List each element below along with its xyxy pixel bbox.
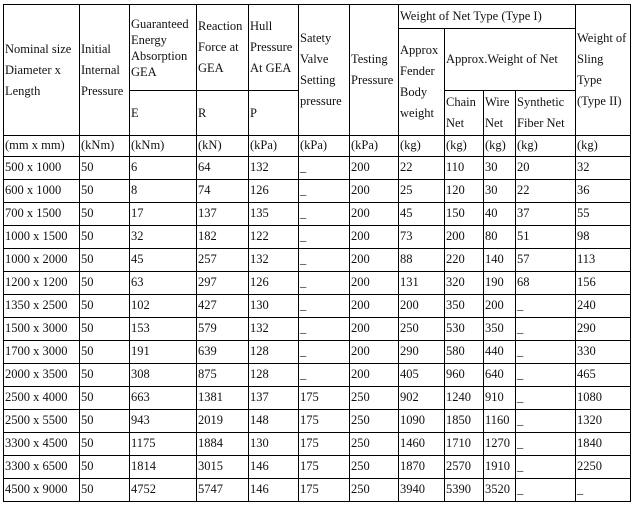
cell-synthetic-net-weight: _ [516, 318, 576, 341]
cell-fender-body-weight: 45 [399, 203, 445, 226]
cell-energy-absorption: 8 [130, 180, 197, 203]
cell-hull-pressure: 132 [249, 157, 299, 180]
cell-nominal-size: 3300 x 4500 [4, 433, 80, 456]
cell-reaction-force: 1381 [197, 387, 249, 410]
header-reaction-force: Reaction Force at GEA [197, 5, 249, 91]
cell-energy-absorption: 63 [130, 272, 197, 295]
cell-wire-net-weight: 140 [484, 249, 516, 272]
table-row [4, 203, 631, 226]
cell-energy-absorption: 1175 [130, 433, 197, 456]
cell-reaction-force: 3015 [197, 456, 249, 479]
cell-safety-valve: _ [299, 249, 350, 272]
cell-chain-net-weight: 960 [445, 364, 484, 387]
cell-sling-weight: _ [576, 479, 631, 502]
cell-fender-body-weight: 131 [399, 272, 445, 295]
cell-initial-pressure: 50 [80, 364, 130, 387]
cell-energy-absorption: 308 [130, 364, 197, 387]
cell-reaction-force: 297 [197, 272, 249, 295]
cell-testing-pressure: 200 [350, 318, 399, 341]
cell-nominal-size: 500 x 1000 [4, 157, 80, 180]
unit-cell: (kg) [399, 136, 445, 157]
cell-testing-pressure: 200 [350, 249, 399, 272]
cell-synthetic-net-weight: _ [516, 433, 576, 456]
cell-reaction-force: 639 [197, 341, 249, 364]
cell-hull-pressure: 137 [249, 387, 299, 410]
cell-synthetic-net-weight: 57 [516, 249, 576, 272]
cell-safety-valve: _ [299, 157, 350, 180]
cell-safety-valve: 175 [299, 433, 350, 456]
header-symbol-r: R [197, 91, 249, 136]
cell-reaction-force: 1884 [197, 433, 249, 456]
cell-synthetic-net-weight: _ [516, 387, 576, 410]
header-synthetic-net: Synthetic Fiber Net [516, 91, 576, 136]
cell-sling-weight: 330 [576, 341, 631, 364]
cell-wire-net-weight: 640 [484, 364, 516, 387]
cell-testing-pressure: 200 [350, 272, 399, 295]
cell-sling-weight: 32 [576, 157, 631, 180]
unit-cell: (mm x mm) [4, 136, 80, 157]
cell-safety-valve: _ [299, 272, 350, 295]
unit-cell: (kPa) [350, 136, 399, 157]
cell-wire-net-weight: 30 [484, 157, 516, 180]
table-row [4, 364, 631, 387]
cell-energy-absorption: 191 [130, 341, 197, 364]
cell-testing-pressure: 250 [350, 479, 399, 502]
cell-chain-net-weight: 150 [445, 203, 484, 226]
cell-chain-net-weight: 220 [445, 249, 484, 272]
header-nominal-size: Nominal size Diameter x Length [4, 5, 80, 136]
table-row [4, 433, 631, 456]
unit-cell: (kPa) [249, 136, 299, 157]
cell-energy-absorption: 4752 [130, 479, 197, 502]
cell-chain-net-weight: 580 [445, 341, 484, 364]
cell-fender-body-weight: 25 [399, 180, 445, 203]
table-body [4, 157, 631, 502]
header-symbol-e: E [130, 91, 197, 136]
cell-chain-net-weight: 120 [445, 180, 484, 203]
cell-chain-net-weight: 1240 [445, 387, 484, 410]
cell-safety-valve: 175 [299, 479, 350, 502]
cell-sling-weight: 98 [576, 226, 631, 249]
cell-initial-pressure: 50 [80, 157, 130, 180]
table-row [4, 180, 631, 203]
cell-chain-net-weight: 1850 [445, 410, 484, 433]
cell-hull-pressure: 126 [249, 272, 299, 295]
table-row [4, 410, 631, 433]
header-testing-pressure: Testing Pressure [350, 5, 399, 136]
units-row [4, 136, 631, 157]
cell-synthetic-net-weight: 37 [516, 203, 576, 226]
cell-sling-weight: 1080 [576, 387, 631, 410]
cell-initial-pressure: 50 [80, 203, 130, 226]
fender-spec-table [3, 4, 631, 502]
cell-wire-net-weight: 40 [484, 203, 516, 226]
unit-cell: (kg) [445, 136, 484, 157]
cell-initial-pressure: 50 [80, 226, 130, 249]
cell-safety-valve: 175 [299, 387, 350, 410]
header-fender-body: Approx Fender Body weight [399, 29, 445, 136]
cell-hull-pressure: 146 [249, 479, 299, 502]
cell-reaction-force: 182 [197, 226, 249, 249]
table-row [4, 456, 631, 479]
table-row [4, 341, 631, 364]
unit-cell: (kg) [576, 136, 631, 157]
cell-reaction-force: 427 [197, 295, 249, 318]
cell-chain-net-weight: 2570 [445, 456, 484, 479]
cell-nominal-size: 1000 x 2000 [4, 249, 80, 272]
cell-sling-weight: 156 [576, 272, 631, 295]
cell-reaction-force: 5747 [197, 479, 249, 502]
cell-testing-pressure: 200 [350, 341, 399, 364]
cell-wire-net-weight: 440 [484, 341, 516, 364]
cell-chain-net-weight: 5390 [445, 479, 484, 502]
cell-synthetic-net-weight: 68 [516, 272, 576, 295]
table-row [4, 318, 631, 341]
cell-hull-pressure: 146 [249, 456, 299, 479]
cell-sling-weight: 55 [576, 203, 631, 226]
cell-synthetic-net-weight: _ [516, 456, 576, 479]
cell-energy-absorption: 943 [130, 410, 197, 433]
cell-hull-pressure: 126 [249, 180, 299, 203]
cell-nominal-size: 1500 x 3000 [4, 318, 80, 341]
cell-sling-weight: 1840 [576, 433, 631, 456]
cell-fender-body-weight: 22 [399, 157, 445, 180]
cell-nominal-size: 1350 x 2500 [4, 295, 80, 318]
cell-testing-pressure: 200 [350, 226, 399, 249]
cell-synthetic-net-weight: _ [516, 479, 576, 502]
cell-testing-pressure: 250 [350, 433, 399, 456]
cell-energy-absorption: 1814 [130, 456, 197, 479]
cell-hull-pressure: 148 [249, 410, 299, 433]
cell-fender-body-weight: 200 [399, 295, 445, 318]
table-row [4, 249, 631, 272]
cell-safety-valve: _ [299, 295, 350, 318]
cell-initial-pressure: 50 [80, 180, 130, 203]
cell-sling-weight: 290 [576, 318, 631, 341]
header-chain-net: Chain Net [445, 91, 484, 136]
cell-reaction-force: 137 [197, 203, 249, 226]
table-row [4, 479, 631, 502]
cell-safety-valve: 175 [299, 456, 350, 479]
cell-wire-net-weight: 190 [484, 272, 516, 295]
cell-initial-pressure: 50 [80, 410, 130, 433]
cell-fender-body-weight: 1460 [399, 433, 445, 456]
header-symbol-p: P [249, 91, 299, 136]
header-net-type-group: Weight of Net Type (Type I) [399, 5, 576, 29]
cell-reaction-force: 579 [197, 318, 249, 341]
cell-testing-pressure: 200 [350, 157, 399, 180]
cell-hull-pressure: 128 [249, 364, 299, 387]
header-initial-pressure: Initial Internal Pressure [80, 5, 130, 136]
unit-cell: (kg) [484, 136, 516, 157]
cell-chain-net-weight: 110 [445, 157, 484, 180]
unit-cell: (kN) [197, 136, 249, 157]
cell-synthetic-net-weight: _ [516, 341, 576, 364]
cell-initial-pressure: 50 [80, 341, 130, 364]
cell-hull-pressure: 132 [249, 318, 299, 341]
unit-cell: (kg) [516, 136, 576, 157]
cell-initial-pressure: 50 [80, 456, 130, 479]
cell-fender-body-weight: 405 [399, 364, 445, 387]
cell-synthetic-net-weight: 22 [516, 180, 576, 203]
cell-initial-pressure: 50 [80, 387, 130, 410]
cell-energy-absorption: 663 [130, 387, 197, 410]
cell-safety-valve: _ [299, 203, 350, 226]
cell-testing-pressure: 250 [350, 387, 399, 410]
header-hull-pressure: Hull Pressure At GEA [249, 5, 299, 91]
cell-wire-net-weight: 1160 [484, 410, 516, 433]
cell-wire-net-weight: 3520 [484, 479, 516, 502]
cell-synthetic-net-weight: 20 [516, 157, 576, 180]
cell-reaction-force: 64 [197, 157, 249, 180]
cell-initial-pressure: 50 [80, 295, 130, 318]
cell-energy-absorption: 102 [130, 295, 197, 318]
cell-chain-net-weight: 1710 [445, 433, 484, 456]
cell-nominal-size: 2500 x 5500 [4, 410, 80, 433]
cell-nominal-size: 1200 x 1200 [4, 272, 80, 295]
cell-chain-net-weight: 530 [445, 318, 484, 341]
cell-testing-pressure: 200 [350, 203, 399, 226]
cell-energy-absorption: 45 [130, 249, 197, 272]
cell-wire-net-weight: 1910 [484, 456, 516, 479]
cell-reaction-force: 74 [197, 180, 249, 203]
cell-wire-net-weight: 910 [484, 387, 516, 410]
cell-chain-net-weight: 200 [445, 226, 484, 249]
cell-reaction-force: 875 [197, 364, 249, 387]
cell-chain-net-weight: 320 [445, 272, 484, 295]
cell-hull-pressure: 130 [249, 433, 299, 456]
cell-testing-pressure: 200 [350, 364, 399, 387]
cell-synthetic-net-weight: 51 [516, 226, 576, 249]
cell-safety-valve: _ [299, 318, 350, 341]
cell-fender-body-weight: 88 [399, 249, 445, 272]
cell-testing-pressure: 250 [350, 456, 399, 479]
cell-testing-pressure: 200 [350, 180, 399, 203]
cell-chain-net-weight: 350 [445, 295, 484, 318]
cell-hull-pressure: 132 [249, 249, 299, 272]
cell-sling-weight: 1320 [576, 410, 631, 433]
cell-synthetic-net-weight: _ [516, 295, 576, 318]
cell-fender-body-weight: 250 [399, 318, 445, 341]
cell-hull-pressure: 128 [249, 341, 299, 364]
cell-safety-valve: _ [299, 180, 350, 203]
cell-hull-pressure: 135 [249, 203, 299, 226]
cell-nominal-size: 2500 x 4000 [4, 387, 80, 410]
cell-safety-valve: _ [299, 226, 350, 249]
cell-wire-net-weight: 350 [484, 318, 516, 341]
table-row [4, 272, 631, 295]
cell-initial-pressure: 50 [80, 272, 130, 295]
unit-cell: (kNm) [80, 136, 130, 157]
cell-testing-pressure: 250 [350, 410, 399, 433]
table-row [4, 387, 631, 410]
cell-sling-weight: 465 [576, 364, 631, 387]
cell-safety-valve: 175 [299, 410, 350, 433]
header-sling-weight: Weight of Sling Type (Type II) [576, 5, 631, 136]
cell-initial-pressure: 50 [80, 479, 130, 502]
cell-hull-pressure: 130 [249, 295, 299, 318]
cell-fender-body-weight: 1090 [399, 410, 445, 433]
cell-fender-body-weight: 3940 [399, 479, 445, 502]
cell-nominal-size: 2000 x 3500 [4, 364, 80, 387]
table-row [4, 157, 631, 180]
cell-wire-net-weight: 1270 [484, 433, 516, 456]
header-safety-valve: Satety Valve Setting pressure [299, 5, 350, 136]
cell-reaction-force: 2019 [197, 410, 249, 433]
cell-nominal-size: 1000 x 1500 [4, 226, 80, 249]
cell-energy-absorption: 6 [130, 157, 197, 180]
cell-wire-net-weight: 200 [484, 295, 516, 318]
header-wire-net: Wire Net [484, 91, 516, 136]
table-row [4, 226, 631, 249]
cell-sling-weight: 113 [576, 249, 631, 272]
cell-energy-absorption: 153 [130, 318, 197, 341]
cell-initial-pressure: 50 [80, 433, 130, 456]
cell-nominal-size: 3300 x 6500 [4, 456, 80, 479]
cell-energy-absorption: 17 [130, 203, 197, 226]
cell-fender-body-weight: 1870 [399, 456, 445, 479]
cell-wire-net-weight: 30 [484, 180, 516, 203]
cell-sling-weight: 36 [576, 180, 631, 203]
table-row [4, 295, 631, 318]
cell-initial-pressure: 50 [80, 318, 130, 341]
cell-fender-body-weight: 902 [399, 387, 445, 410]
cell-safety-valve: _ [299, 364, 350, 387]
cell-safety-valve: _ [299, 341, 350, 364]
cell-nominal-size: 1700 x 3000 [4, 341, 80, 364]
cell-sling-weight: 240 [576, 295, 631, 318]
unit-cell: (kPa) [299, 136, 350, 157]
cell-hull-pressure: 122 [249, 226, 299, 249]
cell-wire-net-weight: 80 [484, 226, 516, 249]
cell-sling-weight: 2250 [576, 456, 631, 479]
cell-fender-body-weight: 290 [399, 341, 445, 364]
cell-nominal-size: 600 x 1000 [4, 180, 80, 203]
cell-energy-absorption: 32 [130, 226, 197, 249]
unit-cell: (kNm) [130, 136, 197, 157]
cell-nominal-size: 4500 x 9000 [4, 479, 80, 502]
cell-testing-pressure: 200 [350, 295, 399, 318]
cell-reaction-force: 257 [197, 249, 249, 272]
header-gea: Guaranteed Energy Absorption GEA [130, 5, 197, 91]
cell-synthetic-net-weight: _ [516, 410, 576, 433]
cell-fender-body-weight: 73 [399, 226, 445, 249]
cell-nominal-size: 700 x 1500 [4, 203, 80, 226]
header-approx-net-group: Approx.Weight of Net [445, 29, 576, 91]
cell-initial-pressure: 50 [80, 249, 130, 272]
cell-synthetic-net-weight: _ [516, 364, 576, 387]
